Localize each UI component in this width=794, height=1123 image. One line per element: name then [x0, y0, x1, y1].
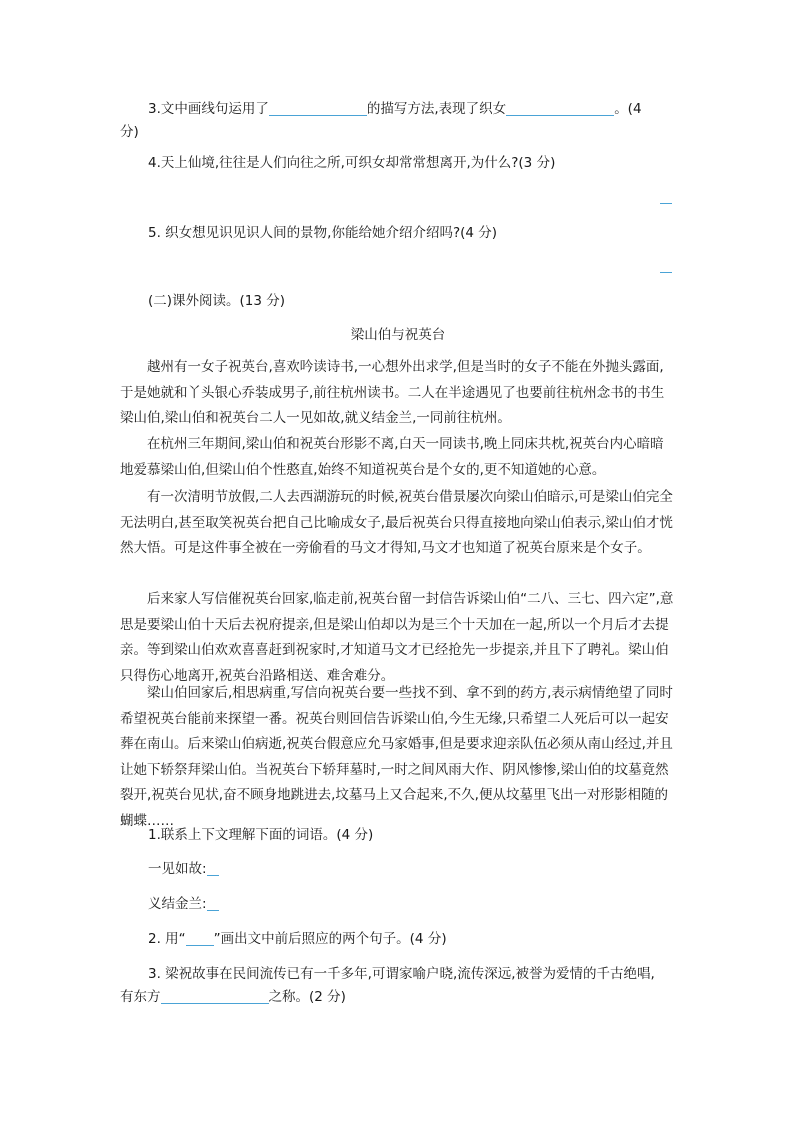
question-4: 4.天上仙境,往往是人们向往之所,可织女却常常想离开,为什么?(3 分): [148, 155, 556, 171]
section-heading: (二)课外阅读。(13 分): [148, 293, 286, 309]
answer-blank[interactable]: [207, 896, 219, 911]
answer-blank[interactable]: [269, 101, 367, 116]
question-b2-text-end: ”画出文中前后照应的两个句子。(4 分): [213, 931, 447, 947]
question-3: [148, 101, 642, 117]
question-3-text-end: 。(4: [614, 101, 642, 117]
question-b3-text-start: 有东方: [120, 989, 161, 1005]
question-3-continuation: 分): [120, 124, 139, 140]
answer-blank[interactable]: [506, 101, 614, 116]
story-paragraph: 后来家人写信催祝英台回家,临走前,祝英台留一封信告诉梁山伯“二八、三七、四六定”,意思是要梁山伯十天后去祝府提亲,但是梁山伯却以为是三个十天加在一起,所以一个月后才去提亲。等到梁山伯欢欢喜喜赶到祝家时,才知道马文才已经抢先一步提亲,并且下了聘礼。梁山伯只得伤心地离开,祝英台沿路相送、难舍难分。: [120, 591, 674, 684]
term-1-row: [148, 861, 219, 877]
term-2: 义结金兰:: [148, 896, 207, 912]
question-b2: [148, 931, 447, 947]
question-b1: 1.联系上下文理解下面的词语。(4 分): [148, 827, 374, 843]
answer-line[interactable]: [660, 272, 672, 273]
question-b2-text-start: 2. 用“: [148, 931, 186, 947]
answer-blank[interactable]: [207, 861, 219, 876]
question-3-text-start: 3.文中画线句运用了: [148, 101, 269, 117]
term-2-row: [148, 896, 219, 912]
story-paragraph: 在杭州三年期间,梁山伯和祝英台形影不离,白天一同读书,晚上同床共枕,祝英台内心暗暗地爱慕梁山伯,但梁山伯个性憨直,始终不知道祝英台是个女的,更不知道她的心意。: [120, 436, 664, 478]
answer-line[interactable]: [660, 203, 672, 204]
underline-symbol: [186, 931, 214, 946]
question-3-text-middle: 的描写方法,表现了织女: [366, 101, 507, 117]
question-b3: 3. 梁祝故事在民间流传已有一千多年,可谓家喻户晓,流传深远,被誉为爱情的千古绝唱,: [148, 966, 655, 982]
story-title: 梁山伯与祝英台: [350, 327, 446, 343]
story-paragraph: 有一次清明节放假,二人去西湖游玩的时候,祝英台借景屡次向梁山伯暗示,可是梁山伯完全无法明白,甚至取笑祝英台把自己比喻成女子,最后祝英台只得直接地向梁山伯表示,梁山伯才恍然大悟。可是这件事全被在一旁偷看的马文才得知,马文才也知道了祝英台原来是个女子。: [120, 489, 673, 556]
answer-blank[interactable]: [161, 989, 269, 1004]
story-paragraph: 梁山伯回家后,相思病重,写信向祝英台要一些找不到、拿不到的药方,表示病情绝望了同时希望祝英台能前来探望一番。祝英台则回信告诉梁山伯,今生无缘,只希望二人死后可以一起安葬在南山。后来梁山伯病逝,祝英台假意应允马家婚事,但是要求迎亲队伍必须从南山经过,并且让她下轿祭拜梁山伯。当祝英台下轿拜墓时,一时之间风雨大作、阴风惨惨,梁山伯的坟墓竟然裂开,祝英台见状,奋不顾身地跳进去,坟墓马上又合起来,不久,便从坟墓里飞出一对形影相随的蝴蝶……: [120, 685, 673, 829]
term-1: 一见如故:: [148, 861, 207, 877]
story-paragraph: 越州有一女子祝英台,喜欢吟读诗书,一心想外出求学,但是当时的女子不能在外抛头露面,于是她就和丫头银心乔装成男子,前往杭州读书。二人在半途遇见了也要前往杭州念书的书生梁山伯,梁山伯和祝英台二人一见如故,就义结金兰,一同前往杭州。: [120, 359, 665, 426]
question-5: 5. 织女想见识见识人间的景物,你能给她介绍介绍吗?(4 分): [148, 225, 498, 241]
question-b3-continuation: [120, 989, 346, 1005]
question-b3-text-end: 之称。(2 分): [268, 989, 346, 1005]
worksheet-page: [120, 0, 680, 1123]
